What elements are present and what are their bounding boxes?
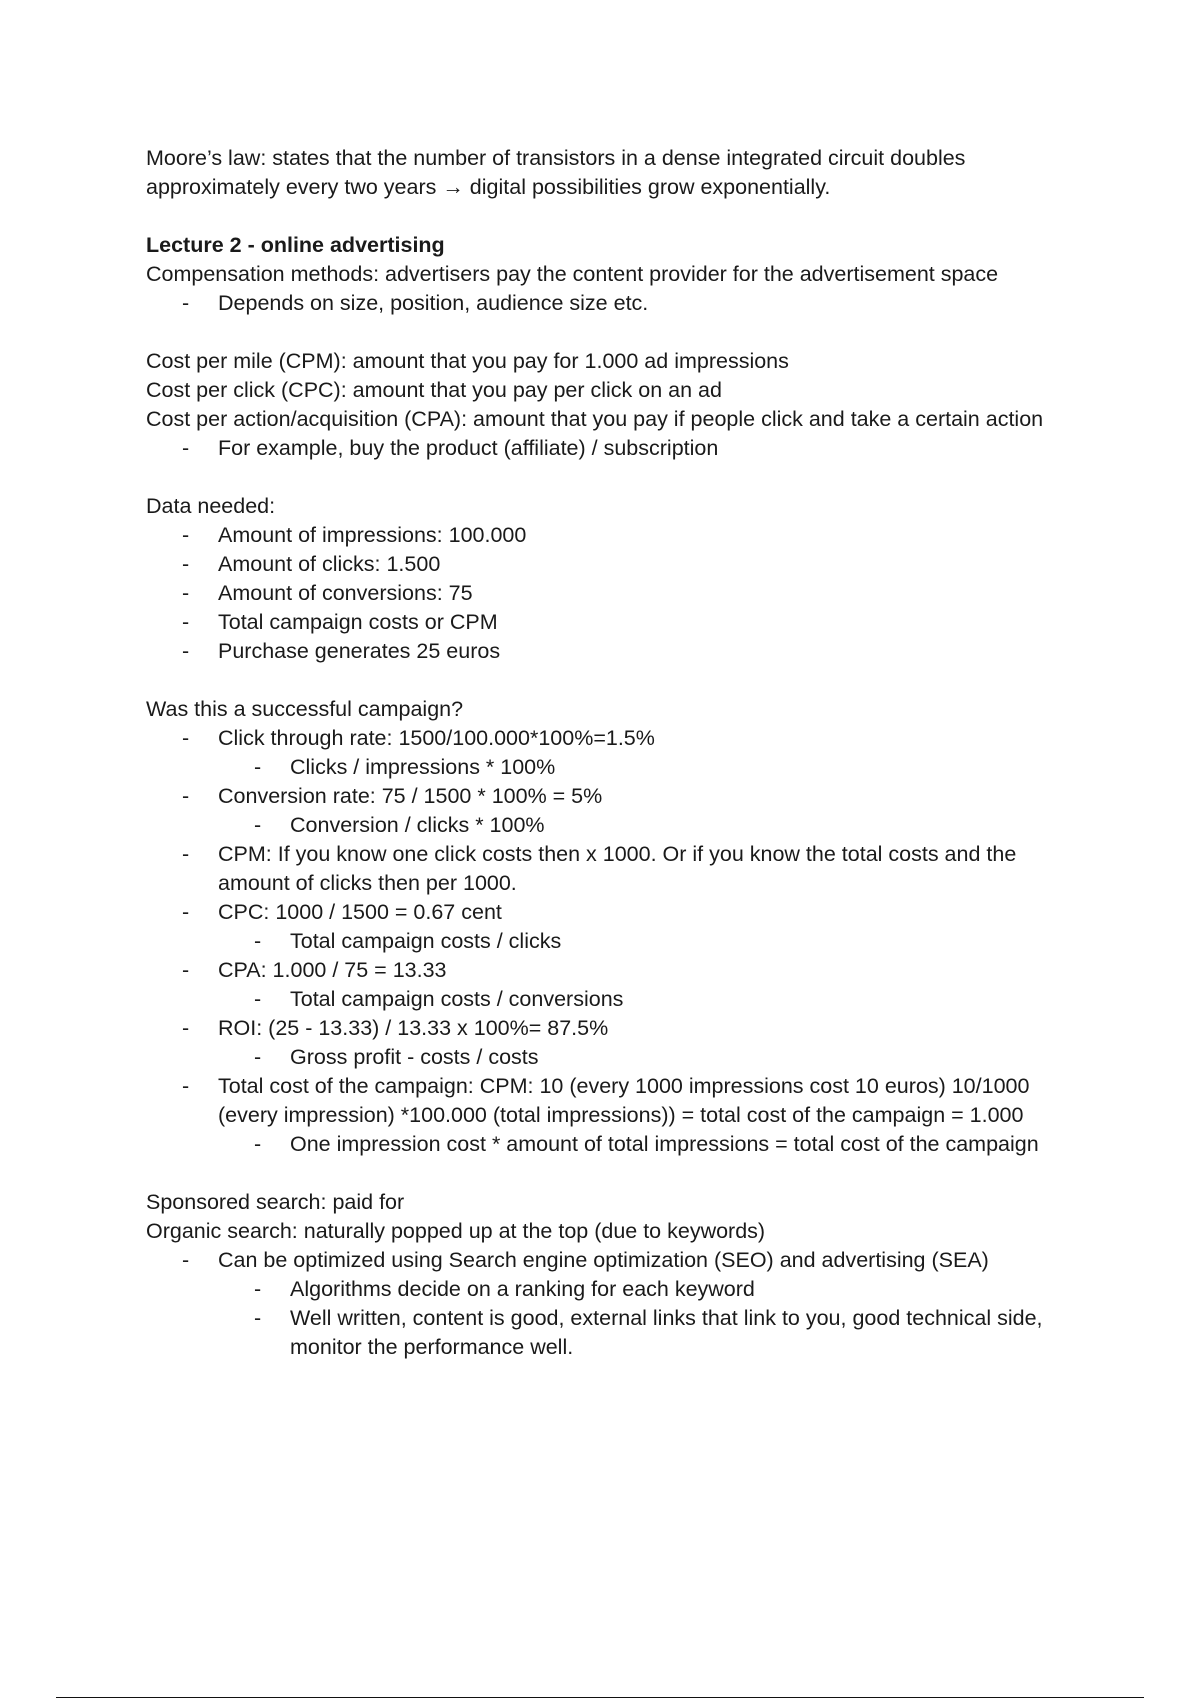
sub-list (218, 1130, 1086, 1159)
success-question: Was this a successful campaign? (146, 697, 464, 721)
compensation-list (146, 289, 1086, 318)
spacer (146, 666, 1086, 695)
bullet-dash: - (182, 900, 190, 924)
list-item-text: Conversion rate: 75 / 1500 * 100% = 5% (218, 784, 603, 808)
bullet-dash: - (182, 1248, 190, 1272)
document-content (146, 144, 1086, 1362)
sub-list (218, 927, 1086, 956)
footer-rule (56, 1697, 1144, 1698)
bullet-dash: - (254, 1306, 262, 1330)
sub-list (218, 753, 1086, 782)
list-item (146, 956, 1086, 1014)
bullet-dash: - (182, 726, 190, 750)
sub-list (218, 985, 1086, 1014)
bullet-dash: - (182, 610, 190, 634)
bullet-dash: - (254, 1045, 262, 1069)
list-item (146, 1072, 1086, 1159)
sub-list-item (218, 753, 1086, 782)
sub-list (218, 1043, 1086, 1072)
bullet-dash: - (254, 813, 262, 837)
sub-list (218, 811, 1086, 840)
bullet-dash: - (182, 1016, 190, 1040)
list-item (146, 434, 1086, 463)
sub-list-item-text: Algorithms decide on a ranking for each keyword (290, 1277, 755, 1301)
list-item (146, 724, 1086, 782)
list-item (146, 1246, 1086, 1362)
sub-list-item-text: Total campaign costs / conversions (290, 987, 624, 1011)
list-item-text: Amount of impressions: 100.000 (218, 523, 527, 547)
sub-list-item-text: Clicks / impressions * 100% (290, 755, 556, 779)
sub-list-item (218, 1043, 1086, 1072)
sub-list-item (218, 811, 1086, 840)
bullet-dash: - (254, 1277, 262, 1301)
sponsored-search: Sponsored search: paid for (146, 1190, 405, 1214)
sub-list-item-text: Total campaign costs / clicks (290, 929, 562, 953)
list-item (146, 782, 1086, 840)
bullet-dash: - (182, 639, 190, 663)
bullet-dash: - (254, 755, 262, 779)
list-item (146, 840, 1086, 898)
list-item-text: Total cost of the campaign: CPM: 10 (every 1000 impressions cost 10 euros) 10/1000 (every impression) *100.000 (total impressions)) = total cost of the campaign = 1.000 (218, 1074, 1030, 1127)
bullet-dash: - (254, 987, 262, 1011)
cpc-definition: Cost per click (CPC): amount that you pay per click on an ad (146, 378, 722, 402)
cpa-list (146, 434, 1086, 463)
bullet-dash: - (182, 523, 190, 547)
list-item-text: CPA: 1.000 / 75 = 13.33 (218, 958, 447, 982)
list-item (146, 898, 1086, 956)
moores-law-paragraph: Moore’s law: states that the number of transistors in a dense integrated circuit doubles approximately every two years → digital possibilities grow exponentially. (146, 146, 966, 199)
bullet-dash: - (254, 1132, 262, 1156)
list-item (146, 637, 1086, 666)
sub-list-item-text: Well written, content is good, external links that link to you, good technical side, monitor the performance well. (290, 1306, 1043, 1359)
list-item-text: Amount of conversions: 75 (218, 581, 473, 605)
list-item-text: Purchase generates 25 euros (218, 639, 501, 663)
list-item-text: Depends on size, position, audience size etc. (218, 291, 649, 315)
list-item-text: For example, buy the product (affiliate) / subscription (218, 436, 719, 460)
list-item (146, 1014, 1086, 1072)
list-item (146, 550, 1086, 579)
list-item-text: Can be optimized using Search engine optimization (SEO) and advertising (SEA) (218, 1248, 989, 1272)
bullet-dash: - (182, 581, 190, 605)
cpm-definition: Cost per mile (CPM): amount that you pay for 1.000 ad impressions (146, 349, 789, 373)
search-list (146, 1246, 1086, 1362)
data-needed-title: Data needed: (146, 494, 276, 518)
list-item (146, 608, 1086, 637)
sub-list-item (218, 985, 1086, 1014)
bullet-dash: - (182, 958, 190, 982)
cpa-definition: Cost per action/acquisition (CPA): amount that you pay if people click and take a certain action (146, 407, 1044, 431)
spacer (146, 463, 1086, 492)
organic-search: Organic search: naturally popped up at the top (due to keywords) (146, 1219, 766, 1243)
bullet-dash: - (182, 842, 190, 866)
bullet-dash: - (182, 784, 190, 808)
list-item (146, 289, 1086, 318)
sub-list-item (218, 1304, 1086, 1362)
list-item (146, 521, 1086, 550)
lecture-heading: Lecture 2 - online advertising (146, 233, 445, 257)
sub-list-item-text: One impression cost * amount of total impressions = total cost of the campaign (290, 1132, 1039, 1156)
list-item (146, 579, 1086, 608)
sub-list-item-text: Conversion / clicks * 100% (290, 813, 545, 837)
sub-list-item (218, 927, 1086, 956)
list-item-text: Click through rate: 1500/100.000*100%=1.5% (218, 726, 655, 750)
spacer (146, 1159, 1086, 1188)
sub-list-item-text: Gross profit - costs / costs (290, 1045, 539, 1069)
list-item-text: ROI: (25 - 13.33) / 13.33 x 100%= 87.5% (218, 1016, 609, 1040)
list-item-text: CPM: If you know one click costs then x 1000. Or if you know the total costs and the amount of clicks then per 1000. (218, 842, 1017, 895)
sub-list (218, 1275, 1086, 1362)
bullet-dash: - (254, 929, 262, 953)
compensation-paragraph: Compensation methods: advertisers pay the content provider for the advertisement space (146, 262, 999, 286)
bullet-dash: - (182, 552, 190, 576)
data-needed-list (146, 521, 1086, 666)
sub-list-item (218, 1275, 1086, 1304)
spacer (146, 318, 1086, 347)
list-item-text: CPC: 1000 / 1500 = 0.67 cent (218, 900, 502, 924)
list-item-text: Amount of clicks: 1.500 (218, 552, 441, 576)
bullet-dash: - (182, 291, 190, 315)
success-list (146, 724, 1086, 1159)
bullet-dash: - (182, 436, 190, 460)
sub-list-item (218, 1130, 1086, 1159)
list-item-text: Total campaign costs or CPM (218, 610, 498, 634)
bullet-dash: - (182, 1074, 190, 1098)
spacer (146, 202, 1086, 231)
